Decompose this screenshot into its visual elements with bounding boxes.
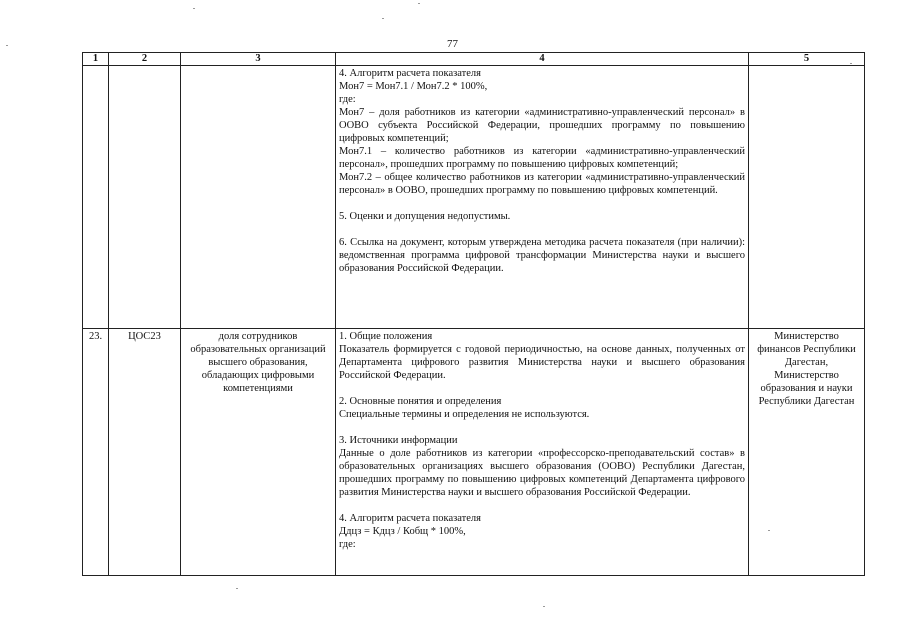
scan-speck <box>382 18 384 19</box>
column-header-5: 5 <box>749 53 865 66</box>
scan-speck <box>850 63 852 64</box>
methodology-line: Специальные термины и определения не используются. <box>339 409 590 420</box>
cell-responsible <box>749 66 865 329</box>
table-row-23 <box>83 329 865 576</box>
methodology-line: 4. Алгоритм расчета показателя <box>339 513 481 524</box>
cell-methodology <box>336 66 749 329</box>
table-header-row <box>83 53 865 66</box>
cell-code: ЦОС23 <box>109 329 181 576</box>
cell-indicator-name <box>181 66 336 329</box>
cell-number: 23. <box>83 329 109 576</box>
methodology-line: 3. Источники информации <box>339 435 458 446</box>
methodology-line: где: <box>339 94 356 105</box>
methodology-line: Мон7.1 – количество работников из категории «административно-управленческий персонал», прошедших программу по повышению цифровых компетенций; <box>339 146 745 170</box>
scan-speck <box>768 530 770 531</box>
scan-speck <box>418 3 420 4</box>
methodology-line: 4. Алгоритм расчета показателя <box>339 68 481 79</box>
indicator-table <box>82 52 865 576</box>
cell-number <box>83 66 109 329</box>
methodology-line: 5. Оценки и допущения недопустимы. <box>339 211 511 222</box>
methodology-line: Показатель формируется с годовой периодичностью, на основе данных, полученных от Департамента цифрового развития Министерства науки и высшего образования Российской Федерации. <box>339 344 745 381</box>
scan-speck <box>6 45 8 46</box>
methodology-line: Ддцз = Кдцз / Кобщ * 100%, <box>339 526 466 537</box>
scan-speck <box>193 8 195 9</box>
methodology-line: 1. Общие положения <box>339 331 433 342</box>
column-header-1: 1 <box>83 53 109 66</box>
methodology-line: Мон7 – доля работников из категории «административно-управленческий персонал» в ООВО субъекта Российской Федерации, прошедших программу по повышению цифровых компетенций; <box>339 107 745 144</box>
methodology-line: Мон7 = Мон7.1 / Мон7.2 * 100%, <box>339 81 488 92</box>
cell-methodology <box>336 329 749 576</box>
table-row-continued <box>83 66 865 329</box>
methodology-line: 6. Ссылка на документ, которым утверждена методика расчета показателя (при наличии): ведомственная программа цифровой трансформации Министерства науки и высшего образования Российской Федерации. <box>339 237 745 274</box>
cell-responsible: Министерство финансов Республики Дагестан, Министерство образования и науки Республики Дагестан <box>749 329 865 576</box>
page-number: 77 <box>447 38 458 50</box>
cell-indicator-name: доля сотрудников образовательных организаций высшего образования, обладающих цифровыми компетенциями <box>181 329 336 576</box>
column-header-3: 3 <box>181 53 336 66</box>
column-header-4: 4 <box>336 53 749 66</box>
methodology-line: Данные о доле работников из категории «профессорско-преподавательский состав» в образовательных организациях высшего образования (ООВО) Республики Дагестан, прошедших программу по повышению цифровых компетенций Департамента цифрового развития Министерства науки и высшего образования Российской Федерации. <box>339 448 745 498</box>
scan-speck <box>543 606 545 607</box>
methodology-line: 2. Основные понятия и определения <box>339 396 502 407</box>
column-header-2: 2 <box>109 53 181 66</box>
cell-code <box>109 66 181 329</box>
scan-speck <box>236 588 238 589</box>
methodology-line: Мон7.2 – общее количество работников из категории «административно-управленческий персонал» в ООВО, прошедших программу по повышению цифровых компетенций. <box>339 172 745 196</box>
methodology-line: где: <box>339 539 356 550</box>
